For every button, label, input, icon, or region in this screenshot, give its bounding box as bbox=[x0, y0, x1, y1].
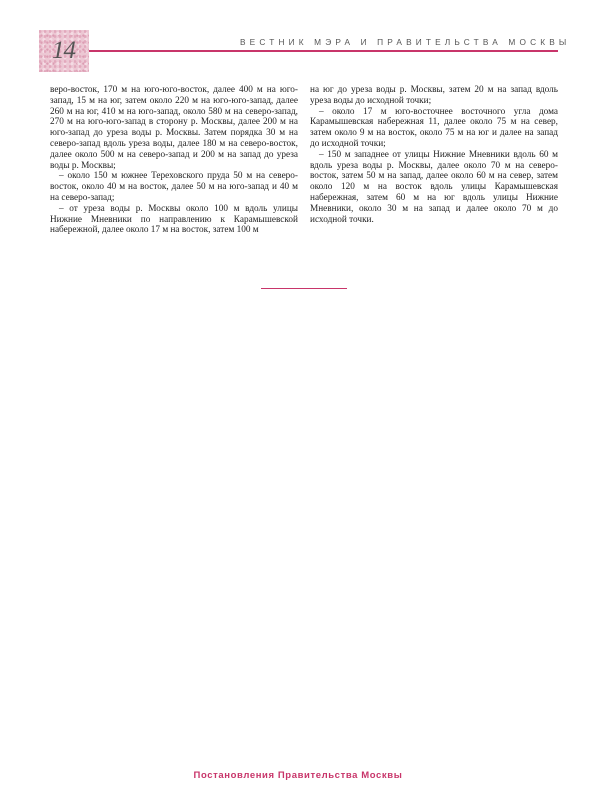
header-divider bbox=[89, 50, 558, 52]
paragraph: – около 17 м юго-восточнее восточного угла дома Карамышевская набережная 11, далее около 75 м на север, затем около 9 м на восток, около 75 м на юг и далее на запад до исходной точки; bbox=[310, 106, 558, 149]
paragraph: на юг до уреза воды р. Москвы, затем 20 м на запад вдоль уреза воды до исходной точки; bbox=[310, 85, 558, 106]
text-column-left bbox=[50, 85, 298, 236]
footer-section-title: Постановления Правительства Москвы bbox=[193, 770, 403, 781]
paragraph: – около 150 м южнее Тереховского пруда 50 м на северо-восток, около 40 м на восток, далее 50 м на юго-запад и 40 м на северо-запад; bbox=[50, 171, 298, 203]
paragraph: – от уреза воды р. Москвы около 100 м вдоль улицы Нижние Мневники по направлению к Карамышевской набережной, далее около 17 м на восток, затем 100 м bbox=[50, 203, 298, 236]
paragraph: веро-восток, 170 м на юго-юго-восток, далее 400 м на юго-запад, 15 м на юг, затем около 220 м на юго-юго-запад, далее 260 м на юг, 410 м на юго-запад, около 580 м на северо-запад, 270 м на юго-юго-запад в сторону р. Москвы, далее 200 м на юго-запад до уреза воды р. Москвы. Затем порядка 30 м на северо-запад вдоль уреза воды, далее 180 м на северо-восток, далее около 500 м на северо-запад и 200 м на запад до уреза воды р. Москвы; bbox=[50, 85, 298, 171]
section-end-divider bbox=[261, 288, 347, 289]
page-number: 14 bbox=[52, 37, 75, 64]
paragraph: – 150 м западнее от улицы Нижние Мневники вдоль 60 м вдоль уреза воды р. Москвы, далее около 70 м на северо-восток, затем 50 м на запад, далее около 60 м на север, затем около 120 м на восток вдоль улицы Карамышевская набережная, затем 60 м на юг вдоль улицы Нижние Мневники, около 30 м на запад и далее около 70 м до исходной точки. bbox=[310, 149, 558, 225]
journal-title: ВЕСТНИК МЭРА И ПРАВИТЕЛЬСТВА МОСКВЫ bbox=[240, 37, 571, 47]
text-column-right bbox=[310, 85, 558, 225]
